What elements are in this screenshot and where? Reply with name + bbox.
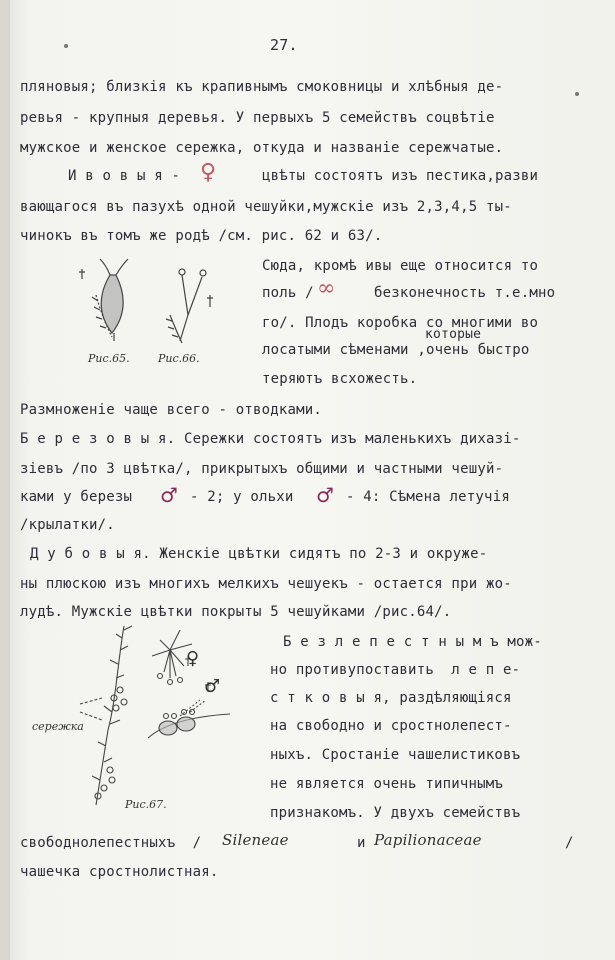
text-line: вающагося въ пазухѣ одной чешуйки,мужскіе изъ 2,3,4,5 ты- [20,199,512,215]
male-symbol-drawn: ♂ [204,676,221,697]
text-line: чашечка сростнолистная. [20,864,219,880]
text-line: Д у б о в ы я. Женскіе цвѣтки сидятъ по 2-3 и окруже- [30,546,488,562]
figure-67-label: сережка [32,720,84,733]
text-line: признакомъ. У двухъ семействъ [270,805,521,821]
text-line: не является очень типичнымъ [270,776,503,792]
text-line: поль / [262,285,314,301]
text-line: / [565,835,574,851]
female-symbol-drawn: ♀ [186,648,200,669]
infinity-symbol-handwritten: ∞ [317,276,336,301]
text-line: чинокъ въ томъ же родѣ /см. рис. 62 и 63/. [20,228,383,244]
text-line: - 4: Сѣмена летучія [346,489,510,505]
text-line: ны плюскою изъ многихъ мелкихъ чешуекъ - остается при жо- [20,576,512,592]
text-line: го/. Плодъ коробка со многими во [262,315,539,331]
text-line: ревья - крупныя деревья. У первыхъ 5 семействъ соцвѣтіе [20,110,495,126]
figure-65-66 [70,255,230,350]
inserted-word: которые [425,327,482,342]
page-number: 27. [270,36,298,54]
text-line: ныхъ. Сростаніе чашелистиковъ [270,747,521,763]
ink-dot [575,92,579,96]
text-line: Сюда, кромѣ ивы еще относится то [262,258,539,274]
text-line: зіевъ /по 3 цвѣтка/, прикрытыхъ общими и частными чешуй- [20,461,504,477]
ink-dot [64,44,68,48]
family-name-handwritten: Papilionaceae [374,831,482,849]
male-symbol-handwritten: ♂ [316,483,335,507]
text-line: Б е р е з о в ы я. Сережки состоятъ изъ маленькихъ дихазі- [20,431,521,447]
text-line: но противупоставить л е п е- [270,662,521,678]
text-line: и [357,835,366,851]
text-line: И в о в ы я - [68,168,181,184]
text-line: на свободно и сростнолепест- [270,718,512,734]
figure-65-caption: Рис.65. [88,352,130,365]
male-symbol-handwritten: ♂ [160,483,179,507]
text-line: Размноженіе чаще всего - отводками. [20,402,323,418]
text-line: лудѣ. Мужскіе цвѣтки покрыты 5 чешуйками /рис.64/. [20,604,452,620]
page-edge [0,0,10,960]
text-line: пляновыя; близкія къ крапивнымъ смоковницы и хлѣбныя де- [20,79,504,95]
text-line: с т к о в ы я, раздѣляющіяся [270,690,512,706]
text-line: свободнолепестныхъ / [20,835,202,851]
text-line: теряютъ всхожесть. [262,371,418,387]
text-line: цвѣты состоятъ изъ пестика,разви [262,168,539,184]
figure-67-caption: Рис.67. [125,798,167,811]
text-line: лосатыми сѣменами ,очень быстро [262,342,530,358]
text-line: Б е з л е п е с т н ы м ъ мож- [283,634,542,650]
text-line: - 2; у ольхи [190,489,294,505]
figure-66-caption: Рис.66. [158,352,200,365]
text-line: безконечность т.е.мно [374,285,556,301]
female-symbol-handwritten: ♀ [200,160,217,185]
figure-67 [20,620,265,815]
text-line: ками у березы [20,489,133,505]
text-line: /крылатки/. [20,517,115,533]
text-line: мужское и женское сережка, откуда и названіе сережчатые. [20,140,504,156]
family-name-handwritten: Sileneae [222,831,289,849]
